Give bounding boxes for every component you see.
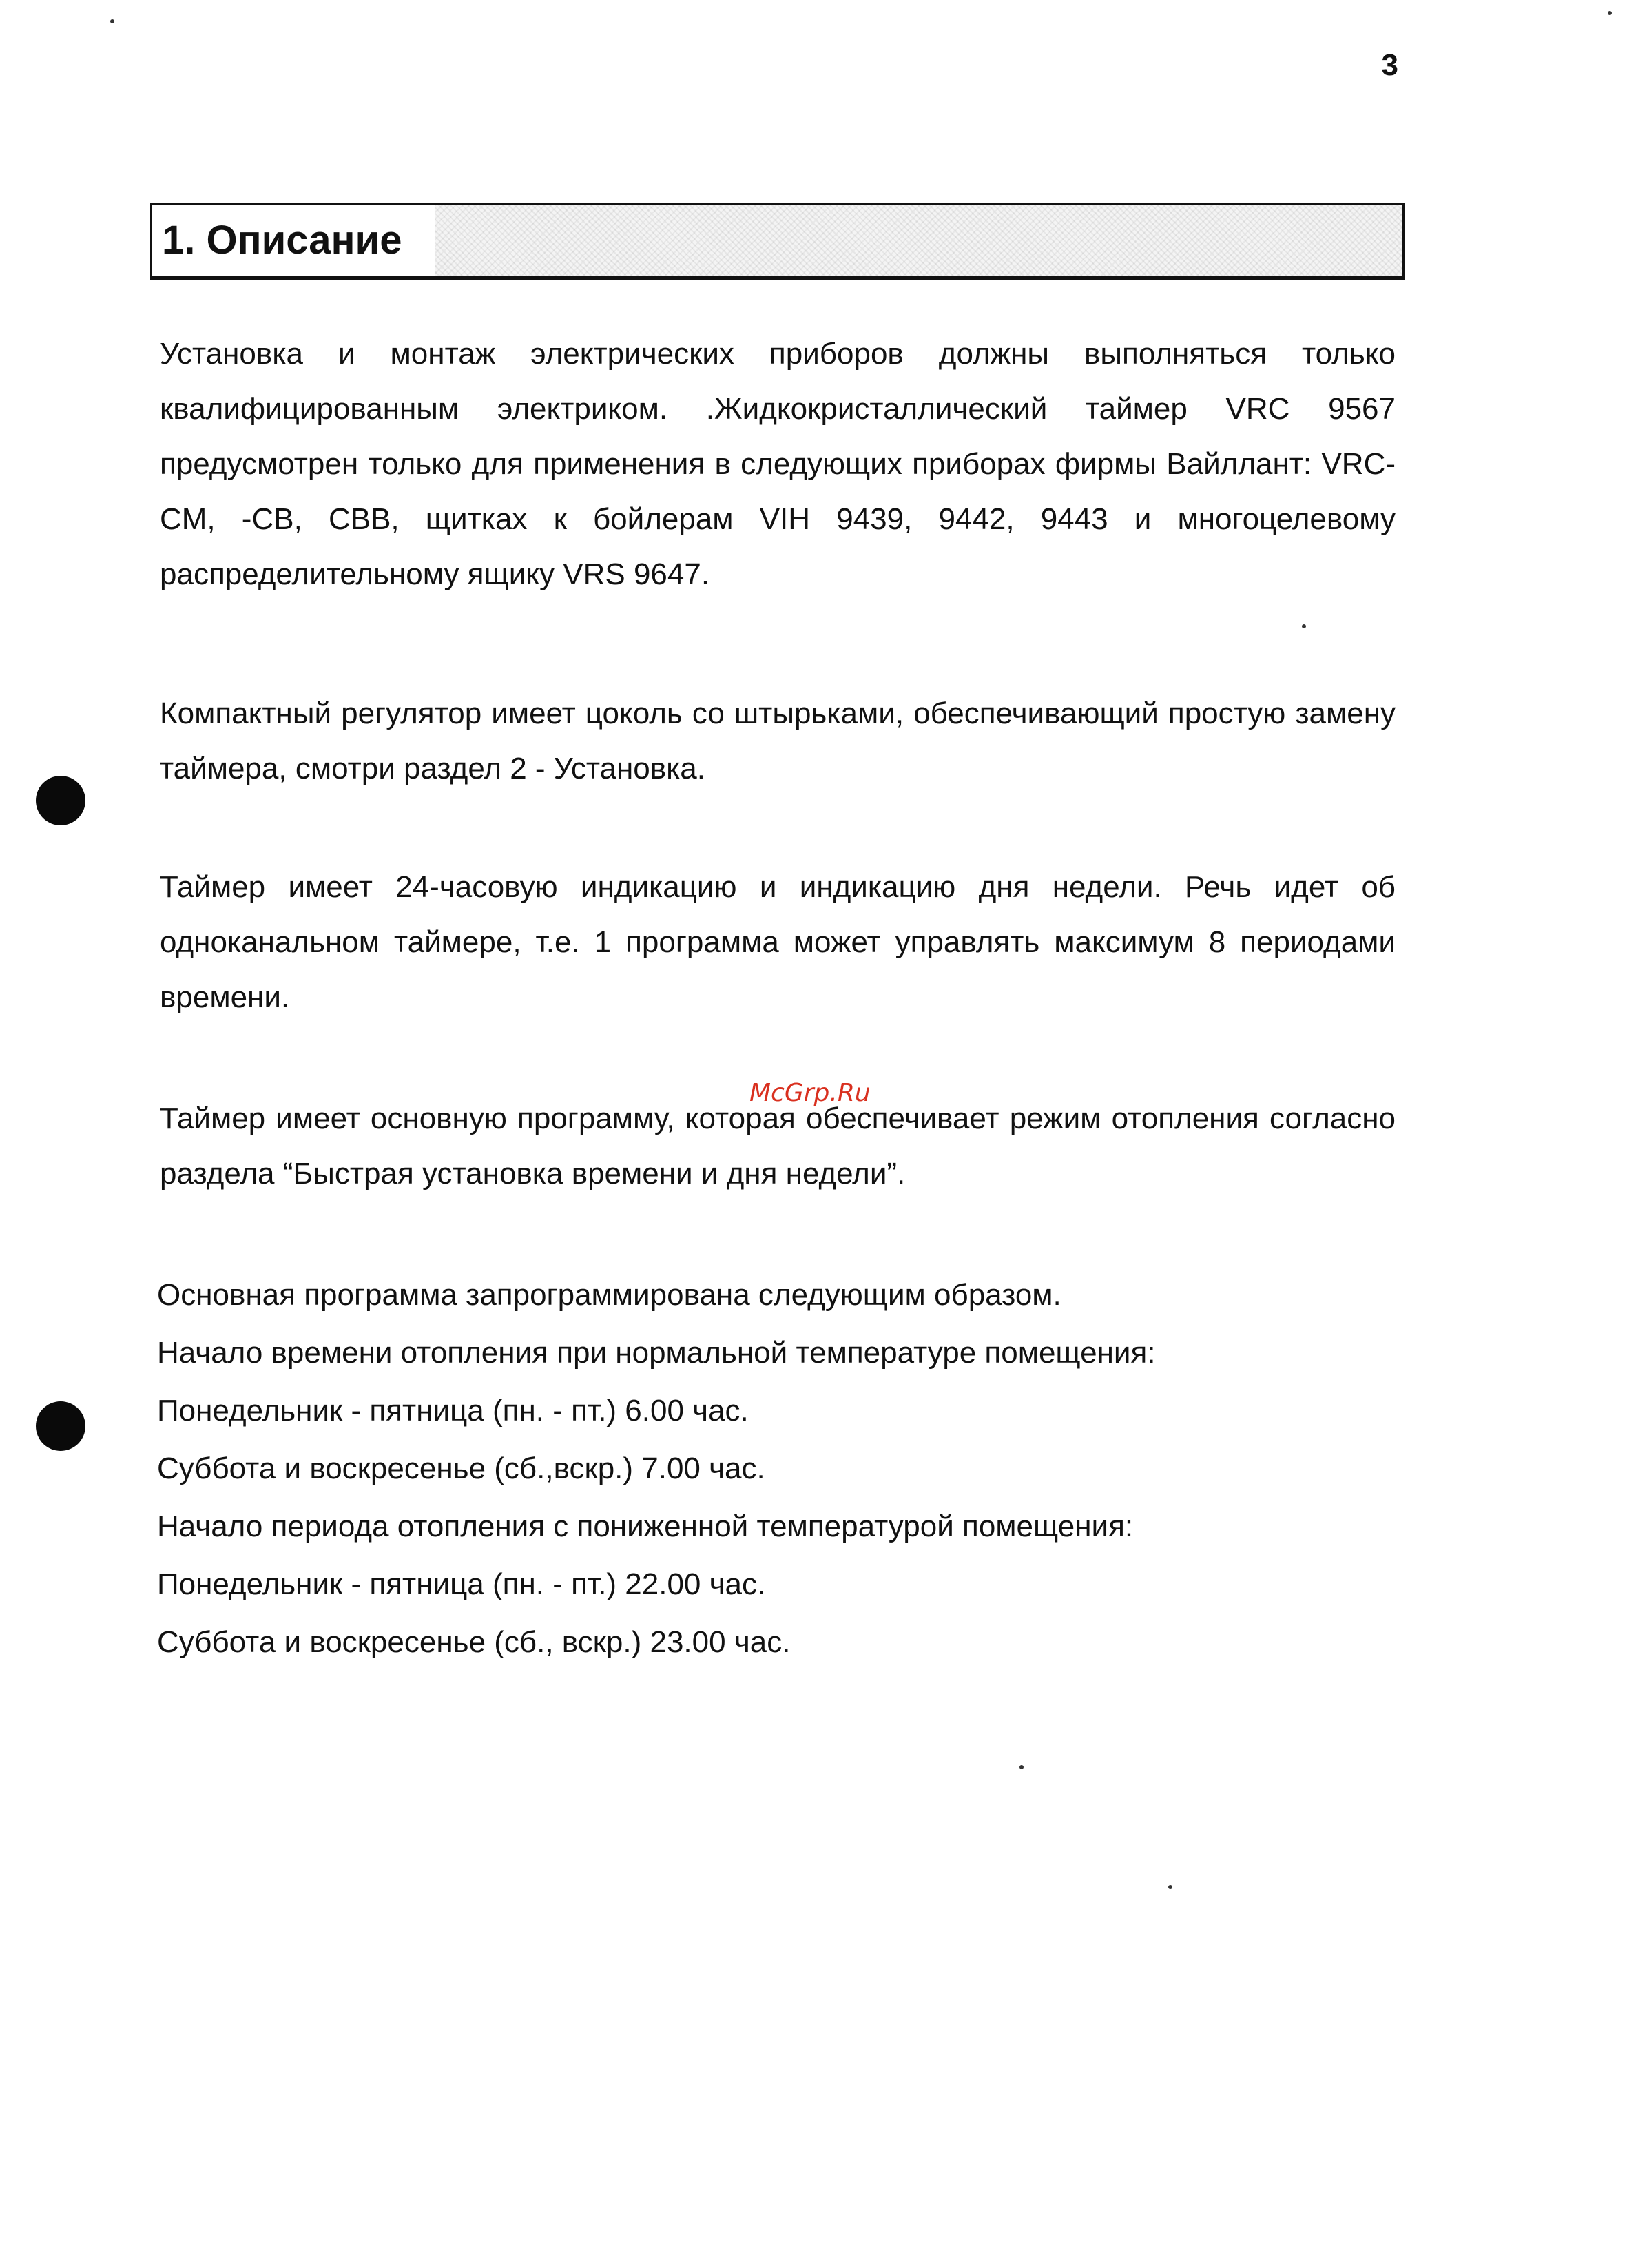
program-schedule [157,1266,1397,1671]
program-line: Понедельник - пятница (пн. - пт.) 6.00 час. [157,1394,749,1427]
page-number: 3 [1381,48,1398,82]
section-header [150,203,1405,280]
scan-speck [1608,11,1612,15]
paragraph-installation: Установка и монтаж электрических приборов должны выполняться только квалифицированным электриком. .Жидкокристаллический таймер VRC 9567 предусмотрен только для применения в следующих приборах фирмы Вайллант: VRC-CM, -CB, CBB, щитках к бойлерам VIH 9439, 9442, 9443 и многоцелевому распределительному ящику VRS 9647. [160,337,1396,591]
punch-hole-dot [36,1401,85,1451]
scan-speck [1168,1885,1172,1889]
program-line: Основная программа запрограммирована следующим образом. [157,1278,1061,1312]
punch-hole-dot [36,776,85,825]
paragraph-base-program: Таймер имеет основную программу, которая обеспечивает режим отопления согласно раздела “Быстрая установка времени и дня недели”. [160,1102,1396,1190]
scan-speck [1302,624,1306,628]
section-title: 1. Описание [162,218,402,262]
scan-speck [1019,1765,1024,1769]
scan-speck [110,19,114,23]
paragraph-compact-regulator: Компактный регулятор имеет цоколь со штырьками, обеспечивающий простую замену таймера, смотри раздел 2 - Установка. [160,697,1396,785]
program-line: Суббота и воскресенье (сб., вскр.) 23.00 час. [157,1625,791,1659]
program-line: Суббота и воскресенье (сб.,вскр.) 7.00 час. [157,1452,765,1485]
watermark: McGrp.Ru [749,1079,871,1107]
program-line: Начало периода отопления с пониженной температурой помещения: [157,1509,1134,1543]
program-line: Начало времени отопления при нормальной температуре помещения: [157,1336,1156,1370]
paragraph-timer-display: Таймер имеет 24-часовую индикацию и индикацию дня недели. Речь идет об одноканальном таймере, т.е. 1 программа может управлять максимум 8 периодами времени. [160,870,1396,1014]
program-line: Понедельник - пятница (пн. - пт.) 22.00 час. [157,1567,766,1601]
